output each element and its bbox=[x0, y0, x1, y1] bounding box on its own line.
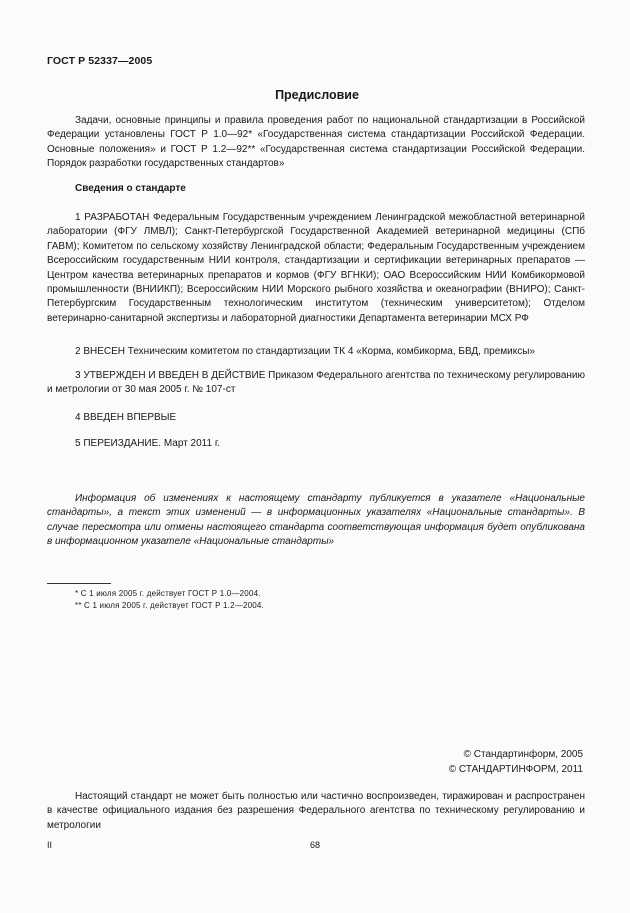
rights-notice: Настоящий стандарт не может быть полностью или частично воспроизведен, тиражирован и распространен в качестве официального издания без разрешения Федерального агентства по техническому регулированию и метрологии bbox=[47, 791, 585, 831]
item-reissue: 5 ПЕРЕИЗДАНИЕ. Март 2011 г. bbox=[75, 438, 221, 449]
item-developed: 1 РАЗРАБОТАН Федеральным Государственным учреждением Ленинградской межобластной ветеринарной лаборатории (ФГУ ЛМВЛ); Санкт-Петербургской Государственной Академией ветеринарной медицины (СПб ГАВМ); Комитетом по сельскому хозяйству Ленинградской области; Федеральным Государственным учреждением Всероссийским государственным НИИ контроля, стандартизации и сертификации ветеринарных препаратов — Центром качества ветеринарных препаратов и кормов (ФГУ ВГНКИ); ОАО Всероссийским НИИ Комбикормовой промышленности (ВНИИКП); Всероссийским НИИ Морского рыбного хозяйства и океанографии (ВНИРО); Санкт-Петербургским Государственным технологическим институтом (техническим университетом); Отделом ветеринарно-санитарной экспертизы и лабораторной диагностики Департамента ветеринарии МСХ РФ bbox=[47, 212, 585, 324]
footnote-1: * С 1 июля 2005 г. действует ГОСТ Р 1.0—2004. bbox=[75, 589, 261, 598]
page-roman-number: II bbox=[47, 840, 53, 850]
footnote-2: ** С 1 июля 2005 г. действует ГОСТ Р 1.2—2004. bbox=[75, 601, 264, 610]
page-title: Предисловие bbox=[275, 88, 359, 102]
info-heading: Сведения о стандарте bbox=[75, 183, 186, 194]
intro-paragraph: Задачи, основные принципы и правила проведения работ по национальной стандартизации в Российской Федерации установлены ГОСТ Р 1.0—92* «Государственная система стандартизации Российской Федерации. Основные положения» и ГОСТ Р 1.2—92** «Государственная система стандартизации Российской Федерации. Порядок разработки государственных стандартов» bbox=[47, 115, 585, 170]
changes-note: Информация об изменениях к настоящему стандарту публикуется в указателе «Национальные стандарты», а текст этих изменений — в информационных указателях «Национальные стандарты». В случае пересмотра или отмены настоящего стандарта соответствующая информация будет опубликована в информационном указателе «Национальные стандарты» bbox=[47, 493, 585, 548]
document-header: ГОСТ Р 52337—2005 bbox=[47, 55, 153, 67]
item-introduced-by: 2 ВНЕСЕН Техническим комитетом по стандартизации ТК 4 «Корма, комбикорма, БВД, премиксы» bbox=[75, 346, 535, 357]
item-first-introduced: 4 ВВЕДЕН ВПЕРВЫЕ bbox=[75, 412, 177, 423]
footnote-divider bbox=[47, 583, 111, 584]
copyright-2005: © Стандартинформ, 2005 bbox=[463, 749, 583, 760]
page-number: 68 bbox=[309, 840, 320, 850]
item-approved: 3 УТВЕРЖДЕН И ВВЕДЕН В ДЕЙСТВИЕ Приказом Федерального агентства по техническому регулированию и метрологии от 30 мая 2005 г. № 107-ст bbox=[47, 370, 585, 396]
copyright-2011: © СТАНДАРТИНФОРМ, 2011 bbox=[448, 764, 583, 775]
